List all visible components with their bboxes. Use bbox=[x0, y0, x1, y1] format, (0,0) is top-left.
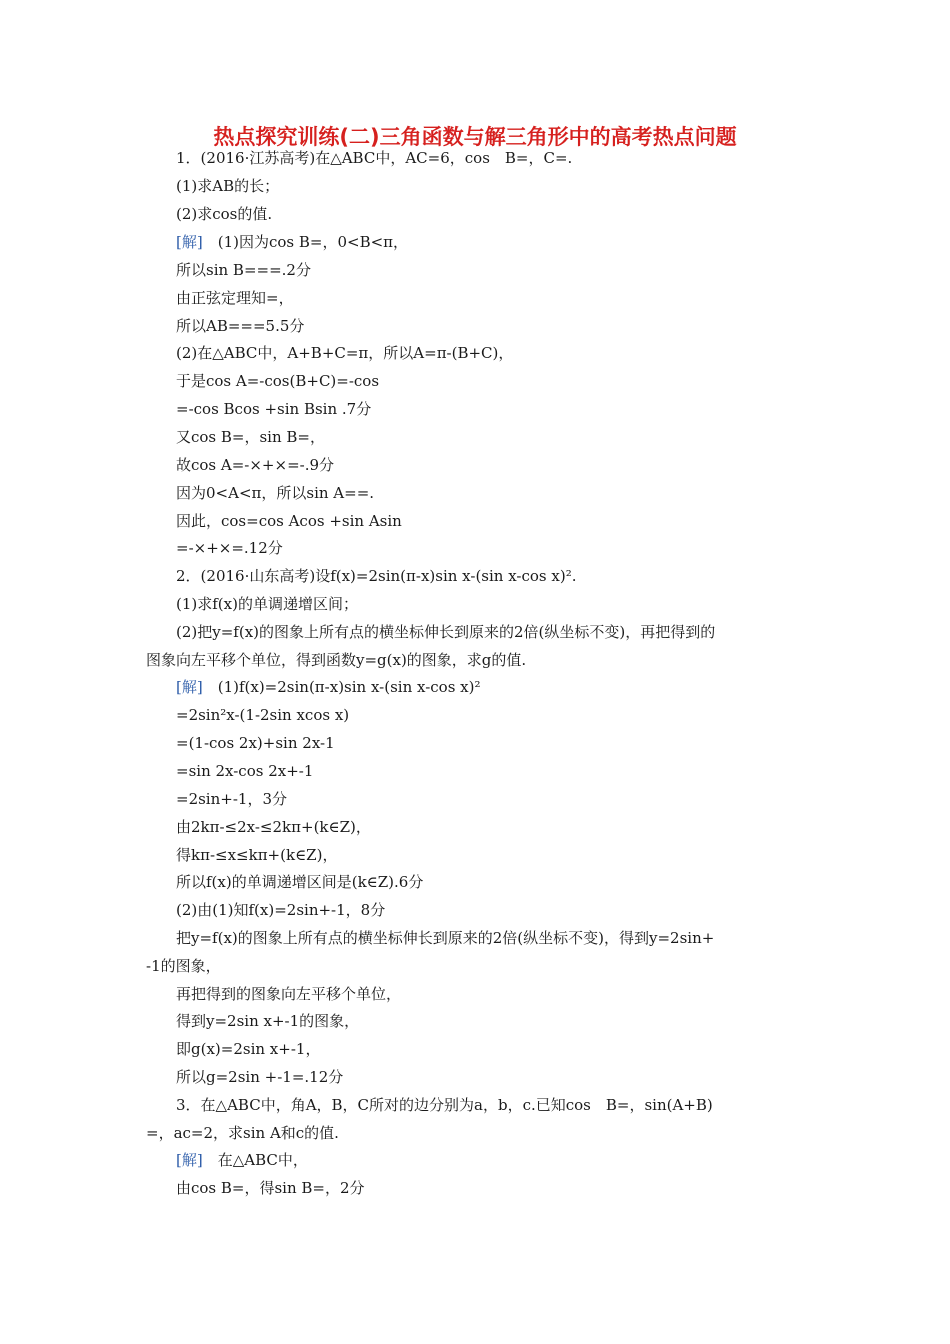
text-line bbox=[176, 594, 358, 614]
line-text: 得kπ-≤x≤kπ+(k∈Z)， bbox=[176, 846, 338, 864]
text-line bbox=[176, 733, 335, 753]
line-text: 3．在△ABC中，角A，B，C所对的边分别为a，b，c.已知cos B=，sin(A+B) bbox=[176, 1096, 713, 1114]
text-line bbox=[176, 1011, 359, 1031]
text-line bbox=[176, 872, 423, 892]
text-line bbox=[176, 817, 371, 837]
text-line bbox=[146, 650, 526, 670]
line-text: (2)把y=f(x)的图象上所有点的横坐标伸长到原来的2倍(纵坐标不变)，再把得到的 bbox=[176, 623, 716, 641]
line-text: 故cos A=-×+×=-.9分 bbox=[176, 456, 335, 474]
line-text: (1)求f(x)的单调递增区间； bbox=[176, 595, 358, 613]
text-line bbox=[176, 538, 283, 558]
line-text: 所以f(x)的单调递增区间是(k∈Z).6分 bbox=[176, 873, 424, 891]
line-text: (1)f(x)=2sin(π-x)sin x-(sin x-cos x)² bbox=[202, 678, 481, 696]
text-line bbox=[176, 427, 325, 447]
line-text: -1的图象， bbox=[146, 957, 221, 975]
text-line bbox=[176, 789, 287, 809]
line-text: (1)求AB的长； bbox=[176, 177, 280, 195]
line-text: =2sin+-1，3分 bbox=[176, 790, 287, 808]
text-line bbox=[176, 928, 714, 948]
text-line bbox=[176, 1150, 308, 1170]
line-text: 因此，cos=cos Acos +sin Asin bbox=[176, 512, 402, 530]
line-text: 于是cos A=-cos(B+C)=-cos bbox=[176, 372, 380, 390]
line-text: 1．(2016·江苏高考)在△ABC中，AC=6，cos B=，C=. bbox=[176, 149, 573, 167]
text-line bbox=[176, 1067, 343, 1087]
solution-tag: [解] bbox=[176, 1151, 203, 1169]
text-line bbox=[176, 1039, 320, 1059]
text-line bbox=[176, 1178, 365, 1198]
line-text: 图象向左平移个单位，得到函数y=g(x)的图象，求g的值. bbox=[146, 651, 527, 669]
line-text: 又cos B=，sin B=， bbox=[176, 428, 326, 446]
text-line bbox=[176, 260, 311, 280]
line-text: 由正弦定理知=， bbox=[176, 289, 294, 307]
text-line bbox=[176, 148, 572, 168]
line-text: (2)由(1)知f(x)=2sin+-1，8分 bbox=[176, 901, 386, 919]
text-line bbox=[176, 1095, 713, 1115]
solution-tag: [解] bbox=[176, 233, 203, 251]
text-line bbox=[176, 483, 374, 503]
line-text: =-×+×=.12分 bbox=[176, 539, 283, 557]
line-text: 所以AB===5.5分 bbox=[176, 317, 305, 335]
line-text: =sin 2x-cos 2x+-1 bbox=[176, 762, 314, 780]
text-line bbox=[176, 677, 481, 697]
line-text: (2)求cos的值. bbox=[176, 205, 273, 223]
text-line bbox=[176, 204, 272, 224]
line-text: 即g(x)=2sin x+-1， bbox=[176, 1040, 321, 1058]
text-line bbox=[176, 176, 279, 196]
text-line bbox=[176, 455, 334, 475]
line-text: 由cos B=，得sin B=，2分 bbox=[176, 1179, 365, 1197]
line-text: (1)因为cos B=，0<B<π， bbox=[202, 233, 409, 251]
line-text: 在△ABC中， bbox=[202, 1151, 308, 1169]
text-line bbox=[176, 705, 349, 725]
document-title: 热点探究训练(二)三角函数与解三角形中的高考热点问题 bbox=[213, 125, 737, 149]
text-line bbox=[176, 845, 337, 865]
line-text: 所以sin B===.2分 bbox=[176, 261, 311, 279]
line-text: 2．(2016·山东高考)设f(x)=2sin(π-x)sin x-(sin x-cos x)². bbox=[176, 567, 577, 585]
text-line bbox=[146, 956, 221, 976]
line-text: =2sin²x-(1-2sin xcos x) bbox=[176, 706, 350, 724]
line-text: =(1-cos 2x)+sin 2x-1 bbox=[176, 734, 335, 752]
text-line bbox=[176, 566, 576, 586]
text-line bbox=[176, 399, 371, 419]
line-text: =，ac=2，求sin A和c的值. bbox=[146, 1124, 339, 1142]
text-line bbox=[176, 316, 304, 336]
line-text: 把y=f(x)的图象上所有点的横坐标伸长到原来的2倍(纵坐标不变)，得到y=2sin+ bbox=[176, 929, 715, 947]
text-line bbox=[146, 1123, 339, 1143]
line-text: (2)在△ABC中，A+B+C=π，所以A=π-(B+C)， bbox=[176, 344, 514, 362]
text-line bbox=[176, 288, 294, 308]
line-text: =-cos Bcos +sin Bsin .7分 bbox=[176, 400, 372, 418]
line-text: 由2kπ-≤2x-≤2kπ+(k∈Z)， bbox=[176, 818, 371, 836]
text-line bbox=[176, 900, 385, 920]
line-text: 再把得到的图象向左平移个单位， bbox=[176, 985, 402, 1003]
text-line bbox=[176, 622, 715, 642]
text-line bbox=[176, 511, 402, 531]
solution-tag: [解] bbox=[176, 678, 203, 696]
text-line bbox=[176, 761, 313, 781]
text-line bbox=[176, 371, 379, 391]
line-text: 所以g=2sin +-1=.12分 bbox=[176, 1068, 344, 1086]
text-line bbox=[176, 343, 513, 363]
text-line bbox=[176, 232, 408, 252]
line-text: 得到y=2sin x+-1的图象， bbox=[176, 1012, 360, 1030]
text-line bbox=[176, 984, 401, 1004]
line-text: 因为0<A<π，所以sin A==. bbox=[176, 484, 375, 502]
